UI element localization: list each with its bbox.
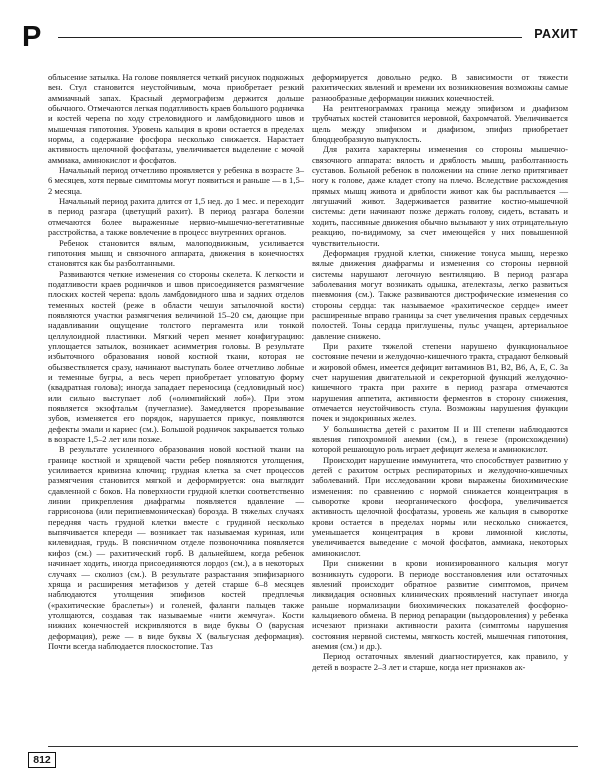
paragraph: Начальный период отчетливо проявляется у ребенка в возрасте 3–6 месяцев, хотя первые симптомы могут появиться и раньше — в 1,5–2 месяца. [48, 165, 304, 196]
paragraph: Происходит нарушение иммунитета, что способствует развитию у детей с рахитом острых респираторных и желудочно-кишечных заболеваний. При исследовании крови выражены биохимические изменения: по сравнению с нормой снижается концентрация в сыворотке крови неорганического фосфора, увеличивается активность щелочной фосфатазы, уровень же кальция в сыворотке крови остается в пределах нормы или несколько снижается, уменьшается концентрация в крови лимонной кислоты, увеличивается выведение с мочой фосфатов, аммиака, некоторых аминокислот. [312, 454, 568, 558]
paragraph: Период остаточных явлений диагностируется, как правило, у детей в возрасте 2–3 лет и старше, когда нет признаков ак- [312, 651, 568, 672]
paragraph: Развиваются четкие изменения со стороны скелета. К легкости и податливости краев родничков и швов присоединяется размягчение плоских костей черепа: вдоль ламбдовидного шва и задних отделов теменных костей (реже в области чешуи затылочной кости) появляются участки размягчения величиной 15–20 см, дающие при надавливании ощущение толстого пергамента или тонкой целлулоидной пластинки. Мягкий череп меняет конфигурацию: уплощается затылок, возникает асимметрия головы. В результате избыточного образования новой костной ткани, которая не обызвествляется сразу, начинают выступать более отчетливо лобные и теменные бугры, а весь череп приобретает угловатую форму (квадратная голова); иногда западает переносица (седловидный нос) или сильно выступает лоб («олимпийский лоб»). При этом появляется экзофтальм (пучеглазие). Замедляется прорезывание зубов, изменяется его порядок, нарушается прикус, появляются дефекты эмали и кариес (см.). Большой родничок закрывается только в возрасте 1,5–2 лет или позже. [48, 268, 304, 445]
paragraph: В результате усиленного образования новой костной ткани на границе костной и хрящевой части ребер появляются утолщения, усиливается кривизна ключиц; грудная клетка за счет процессов размягчения становится мягкой и деформируется: она выглядит сдавленной с боков. На поверхности грудной клетки соответственно линии прикрепления диафрагмы появляется вдавление — гаррисонова (или перипневмоническая) борозда. В тяжелых случаях передняя часть грудной клетки вместе с грудиной несколько выпячивается кпереди — возникает так называемая куриная, или килевидная, грудь. В поясничном отделе позвоночника появляется кифоз (см.) — рахитический горб. В дальнейшем, когда ребенок начинает ходить, иногда присоединяются лордоз (см.), а в некоторых случаях — сколиоз (см.). В результате разрастания эпифизарного хряща и расширения метафизов у детей старше 6–8 месяцев наблюдаются утолщения эпифизов костей предплечья («рахитические браслеты») и голеней, фаланги пальцев также утолщаются, создавая так называемые «нити жемчуга». Кости нижних конечностей искривляются в виде буквы О (варусная деформация), реже — в виде буквы Х (вальгусная деформация). Почти всегда наблюдается плоскостопие. Таз [48, 444, 304, 651]
paragraph: Деформация грудной клетки, снижение тонуса мышц, нерезко вялые движения диафрагмы и изменения со стороны нервной системы нарушают легочную вентиляцию. В период разгара заболевания могут возникать одышка, ателектазы, легко развиться пневмония (см.). Также развиваются дистрофические изменения со стороны сердца: так называемое «рахитическое сердце» имеет расширенные вправо границы за счет увеличения правых сердечных полостей. Тоны сердца приглушены, пульс учащен, артериальное давление снижено. [312, 247, 568, 341]
left-column [48, 72, 304, 651]
footer-rule [48, 746, 578, 747]
paragraph: При снижении в крови ионизированного кальция могут возникнуть судороги. В периоде восстановления или остаточных явлений происходит обратное развитие симптомов, причем ликвидация основных клинических проявлений наступает иногда раньше нормализации биохимических показателей фосфорно-кальциевого обмена. В период репарации (выздоровления) у ребенка исчезают признаки активности рахита (симптомы нарушения состояния нервной системы, мягкость костей, мышечная гипотония, анемия (см.) и др.). [312, 558, 568, 651]
section-letter: Р [22, 21, 42, 53]
paragraph: При рахите тяжелой степени нарушено функциональное состояние печени и желудочно-кишечного тракта, страдают белковый и жировой обмен, имеется дефицит витаминов B1, B2, B6, A, E, C. За счет нарушения двигательной и секреторной функций желудочно-кишечного тракта при рахите в период разгара отмечаются нарушения аппетита, активности ферментов в сторону снижения, отмечается неустойчивость стула. Возможны нарушения функции почек и эндокринных желез. [312, 340, 568, 424]
paragraph: У большинства детей с рахитом II и III степени наблюдаются явления гипохромной анемии (см.), в генезе (происхождении) которой решающую роль играет дефицит железа и аминокислот. [312, 423, 568, 455]
paragraph: облысение затылка. На голове появляется четкий рисунок подкожных вен. Стул становится неустойчивым, моча приобретает резкий аммиачный запах. Красный дермографизм держится дольше обычного. Отмечаются легкая податливость краев большого родничка и костей черепа по ходу стреловидного и ламбдовидного швов и мышечная гипотония. Уровень кальция в крови остается в пределах нормы, а содержание фосфора несколько снижается. Нарастает активность щелочной фосфатазы, увеличивается выделение с мочой аммиака, аминокислот и фосфатов. [48, 72, 304, 165]
paragraph: Начальный период рахита длится от 1,5 нед. до 1 мес. и переходит в период разгара (цветущий рахит). В период разгара болезни отмечаются более выраженные нервно-мышечно-вегетативные расстройства, а также вовлечение в процесс внутренних органов. [48, 196, 304, 238]
paragraph: Для рахита характерны изменения со стороны мышечно-связочного аппарата: вялость и дряблость мышц, разболтанность суставов. Больной ребенок в положении на спине легко притягивает ногу к голове, даже кладет стопу на плечо. Вследствие расхождения прямых мышц живота и дряблости живот как бы расплывается — лягушачий живот. Задерживается развитие костно-мышечной системы: дети начинают позже держать голову, сидеть, вставать и ходить, пассивные движения обычно вызывают у них отрицательную реакцию, по-видимому, за счет имеющейся у них повышенной чувствительности. [312, 144, 568, 248]
paragraph: Ребенок становится вялым, малоподвижным, усиливается гипотония мышц и связочного аппарата, движения в конечностях становятся как бы разболтанными. [48, 237, 304, 269]
paragraph: На рентгенограммах граница между эпифизом и диафизом трубчатых костей становится неровной, бахромчатой. Увеличивается щель между эпифизом и диафизом, эпифиз приобретает блюдцеобразную выпуклость. [312, 103, 568, 145]
right-column [312, 72, 568, 672]
page-number: 812 [28, 752, 56, 768]
page-title: РАХИТ [534, 27, 578, 41]
header-rule [58, 37, 522, 38]
paragraph: деформируется довольно редко. В зависимости от тяжести рахитических явлений и времени их возникновения возможны самые разнообразные деформации нижних конечностей. [312, 72, 568, 103]
